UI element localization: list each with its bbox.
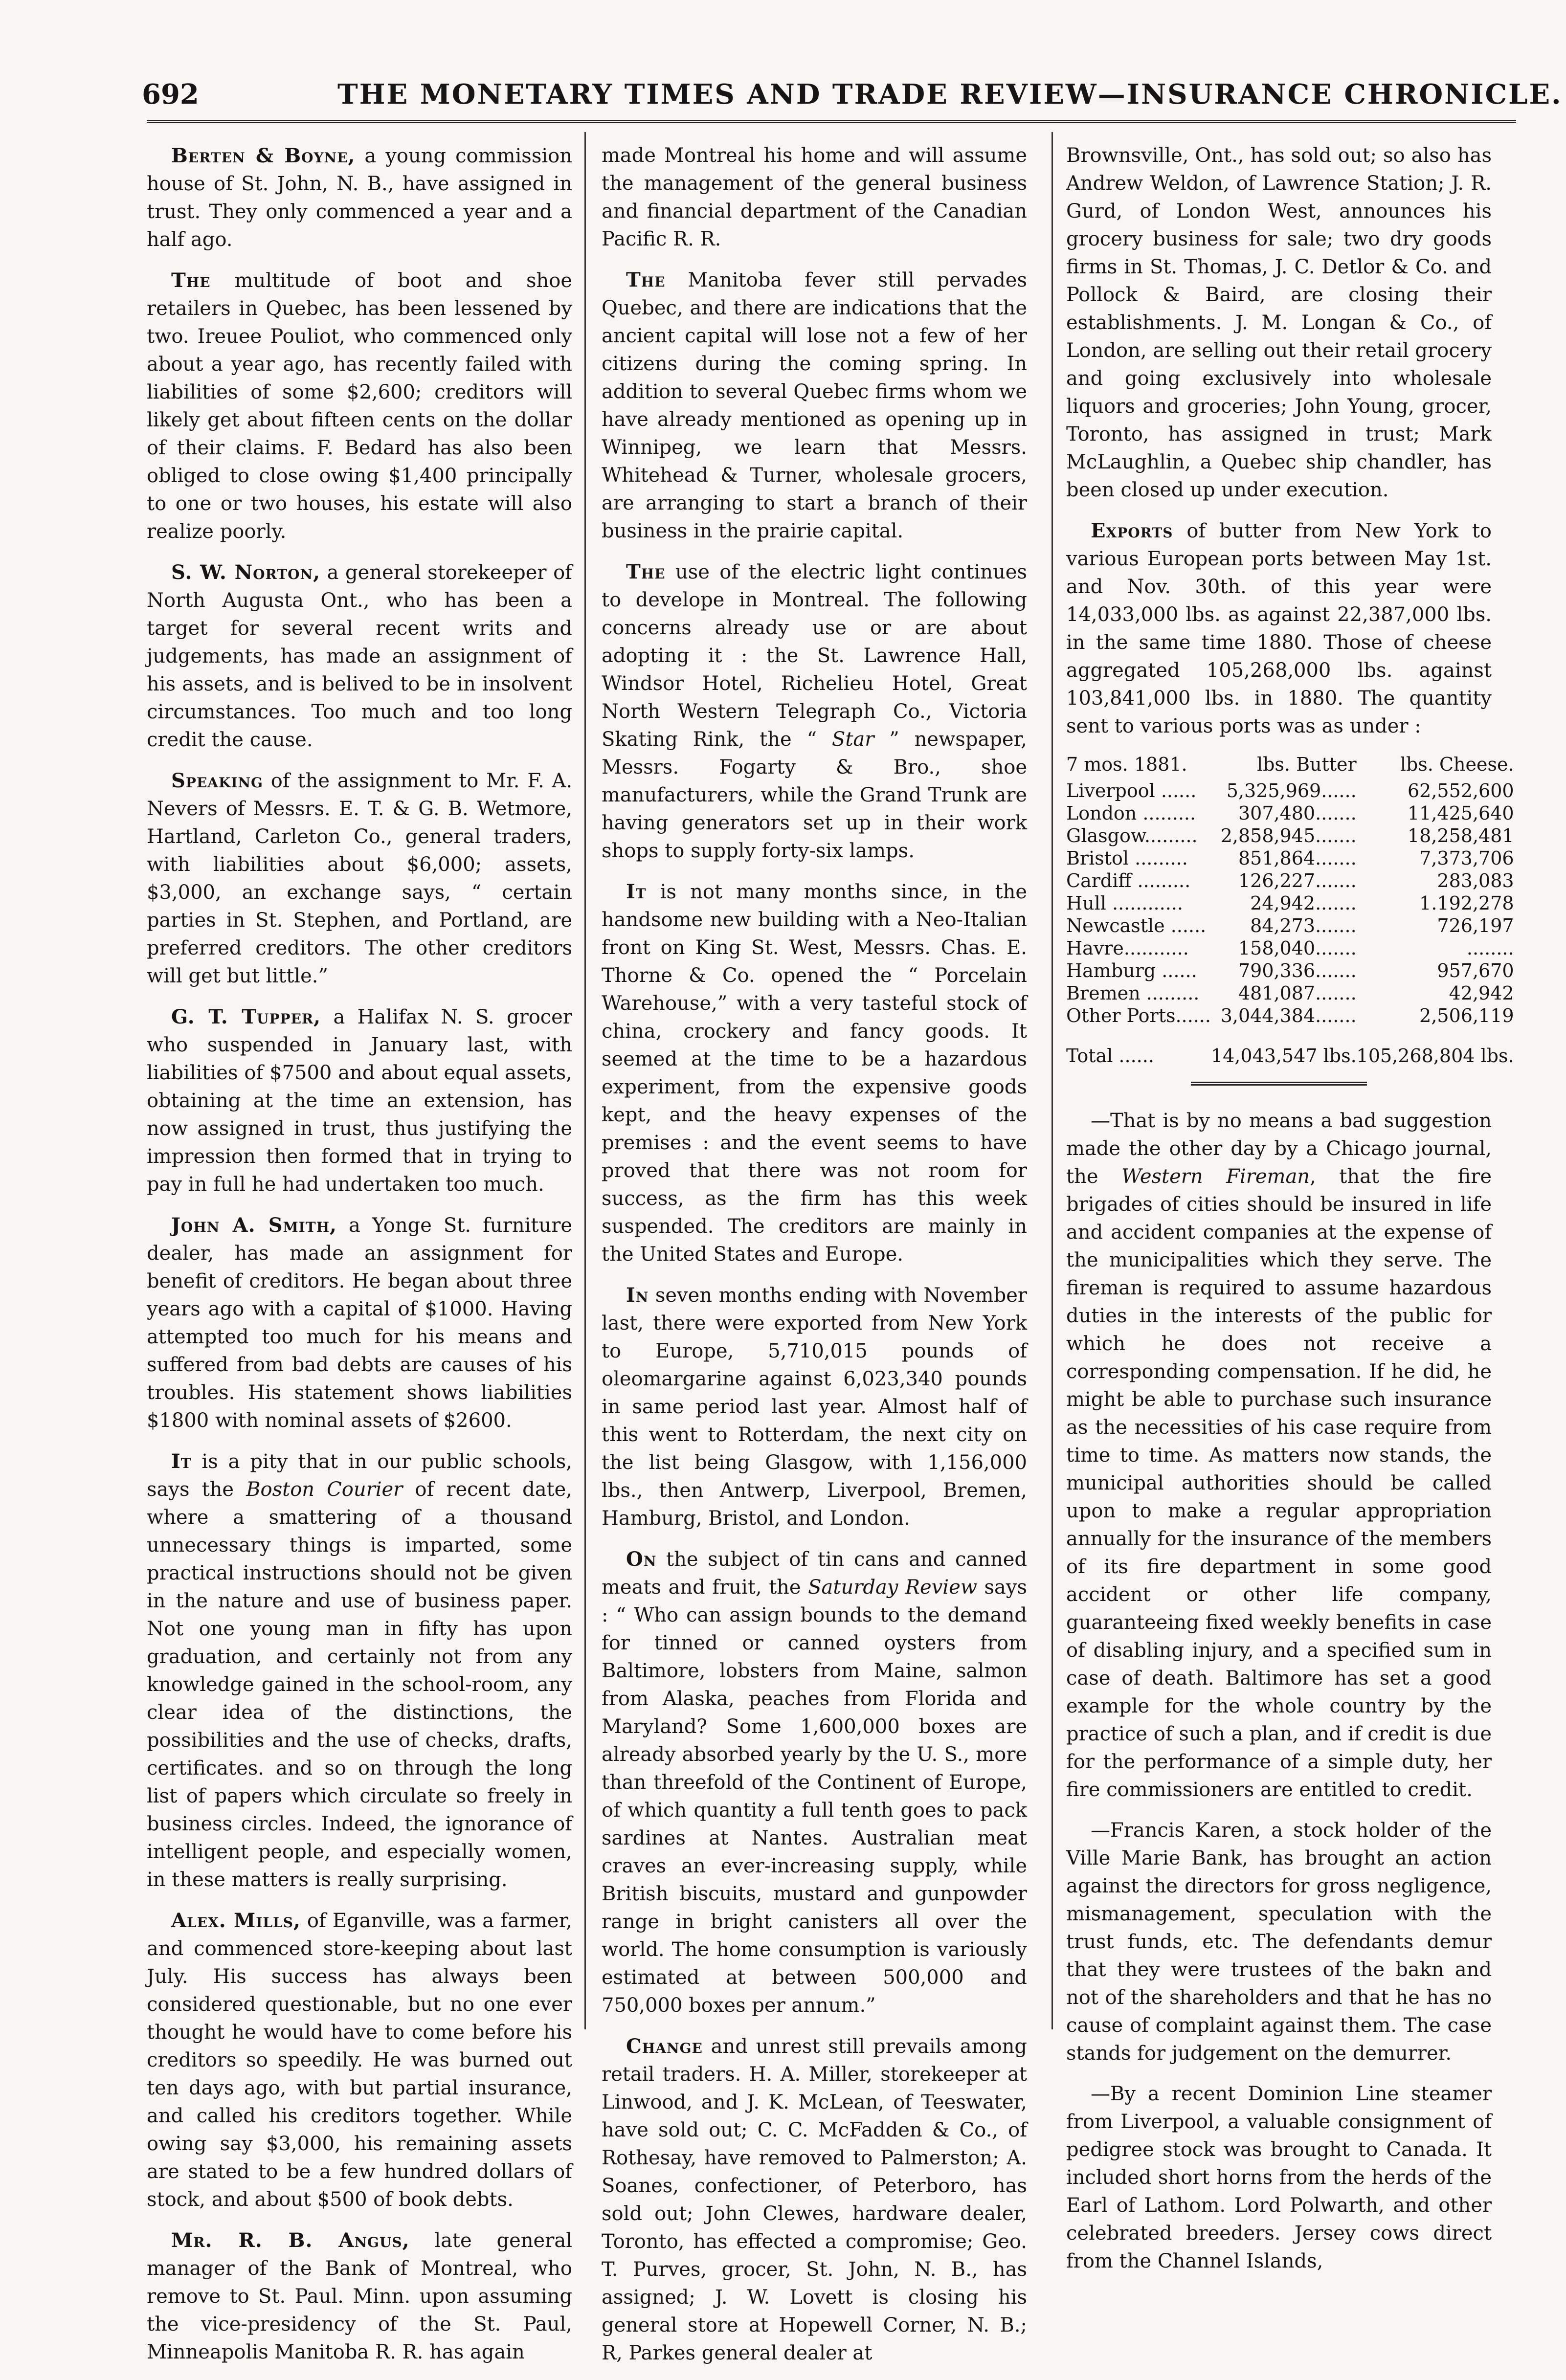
table-row bbox=[1066, 982, 1514, 1004]
column-rule-right bbox=[1051, 132, 1053, 2029]
article-public-schools: It is a pity that in our public schools, says the Boston Courier of recent date, where a smattering of a thousand unnecessary things is imparted, some practical instructions should not be given in the nature and use of business paper. Not one young man in fifty has upon graduation, and certainly not from any knowledge gained in the school-room, any clear idea of the distinctions, the possibilities and the use of checks, drafts, certificates. and so on through the long list of papers which circulate so freely in business circles. Indeed, the ignorance of intelligent people, and especially women, in these matters is really surprising. bbox=[147, 1450, 572, 1891]
article-oleomargarine: In seven months ending with November last, there were exported from New York to Europe, 5,710,015 pounds of oleomargarine against 6,023,340 pounds in same period last year. Almost half of this went to Rotterdam, the next city on the list being Glasgow, with 1,156,000 lbs., then Antwerp, Liverpool, Bremen, Hamburg, Bristol, and London. bbox=[602, 1284, 1027, 1530]
cheese-cell: 11,425,640 bbox=[1407, 802, 1514, 824]
cheese-cell: 283,083 bbox=[1437, 870, 1514, 891]
port-cell: Other Ports...... bbox=[1066, 1005, 1211, 1026]
article-alex-mills: Alex. Mills, of Eganville, was a farmer, and commenced store-keeping about last July. His success has always been considered questionable, but no one ever thought he would have to come before his creditors so speedily. He was burned out ten days ago, with but partial insurance, and called his creditors together. While owing say $3,000, his remaining assets are stated to be a few hundred dollars of stock, and about $500 of book debts. bbox=[147, 1909, 573, 2211]
butter-cell: 84,273....... bbox=[1250, 915, 1357, 936]
butter-cell: 126,227....... bbox=[1238, 870, 1357, 891]
section-divider bbox=[1191, 1082, 1367, 1088]
butter-cell: 3,044,384....... bbox=[1220, 1005, 1357, 1026]
cheese-cell: 957,670 bbox=[1437, 960, 1514, 981]
exports-table-header: 7 mos. 1881. lbs. Butter lbs. Cheese. bbox=[1066, 754, 1514, 775]
article-retail-changes: Change and unrest still prevails among retail traders. H. A. Miller, storekeeper at Linwood, and J. K. McLean, of Teeswater, have sold out; C. C. McFadden & Co., of Rothesay, have removed to Palmerston; A. Soanes, confectioner, of Peterboro, has sold out; John Clewes, hardware dealer, Toronto, has effected a compromise; Geo. T. Purves, grocer, St. John, N. B., has assigned; J. W. Lovett is closing his general store at Hopewell Corner, N. B.; R, Parkes general dealer at bbox=[602, 2035, 1027, 2364]
article-pedigree-stock: —By a recent Dominion Line steamer from Liverpool, a valuable consignment of pedigree stock was brought to Canada. It included short horns from the herds of the Earl of Lathom. Lord Polwarth, and other celebrated breeders. Jersey cows direct from the Channel Islands, bbox=[1066, 2083, 1492, 2272]
article-electric-light: The use of the electric light continues to develope in Montreal. The following concerns already use or are about adopting it : the St. Lawrence Hall, Windsor Hotel, Richelieu Hotel, Great North Western Telegraph Co., Victoria Skating Rink, the “ Star ” newspaper, Messrs. Fogarty & Bro., shoe manufacturers, while the Grand Trunk are having generators set up in their work shops to supply forty-six lamps. bbox=[602, 560, 1027, 862]
butter-cell: 851,864....... bbox=[1238, 847, 1357, 869]
butter-cell: 24,942....... bbox=[1250, 892, 1357, 914]
article-tin-cans: On the subject of tin cans and canned meats and fruit, the Saturday Review says : “ Who can assign bounds to the demand for tinned or canned oysters from Baltimore, lobsters from Maine, salmon from Alaska, peaches from Florida and Maryland? Some 1,600,000 boxes are already absorbed yearly by the U. S., more than threefold of the Continent of Europe, of which quantity a full tenth goes to pack sardines at Nantes. Australian meat craves an ever-increasing supply, while British biscuits, mustard and gunpowder range in bright canisters all over the world. The home consumption is variously estimated at between 500,000 and 750,000 boxes per annum.” bbox=[602, 1548, 1028, 2017]
article-fire-insurance: —That is by no means a bad suggestion made the other day by a Chicago journal, the Western Fireman, that the fire brigades of cities should be insured in life and accident companies at the expense of the municipalities which they serve. The fireman is required to assume hazardous duties in the interests of the public for which he does not receive a corresponding compensation. If he did, he might be able to purchase such insurance as the necessities of his case require from time to time. As matters now stands, the municipal authorities should be called upon to make a regular appropriation annually for the insurance of the members of its fire department in some good accident or other life company, guaranteeing fixed weekly benefits in case of disabling injury, and a specified sum in case of death. Baltimore has set a good example for the whole country by the practice of such a plan, and if credit is due for the performance of a simple duty, her fire commissioners are entitled to credit. bbox=[1066, 1110, 1492, 1801]
cheese-cell: 2,506,119 bbox=[1419, 1005, 1514, 1026]
page-number: 692 bbox=[142, 78, 199, 111]
article-norton: S. W. Norton, a general storekeeper of North Augusta Ont., who has been a target for several recent writs and judgements, has made an assignment of his assets, and is belived to be in insolvent circumstances. Too much and too long credit the cause. bbox=[147, 561, 572, 751]
butter-cell: 790,336....... bbox=[1238, 960, 1357, 981]
cheese-cell: 18,258,481 bbox=[1407, 825, 1514, 846]
total-cheese: 105,268,804 lbs. bbox=[1356, 1045, 1514, 1067]
total-label: Total ...... bbox=[1066, 1045, 1154, 1067]
butter-cell: 2,858,945....... bbox=[1220, 825, 1357, 846]
butter-cell: 307,480....... bbox=[1238, 802, 1357, 824]
cheese-cell: 62,552,600 bbox=[1407, 780, 1514, 801]
table-row bbox=[1066, 824, 1514, 847]
butter-cell: 5,325,969...... bbox=[1226, 780, 1357, 801]
article-john-smith: John A. Smith, a Yonge St. furniture dealer, has made an assignment for benefit of creditors. He began about three years ago with a capital of $1000. Having attempted too much for his means and suffered from bad debts are causes of his troubles. His statement shows liabilities $1800 with nominal assets of $2600. bbox=[147, 1214, 573, 1432]
article-manitoba-fever: The Manitoba fever still pervades Quebec, and there are indications that the ancient capital will lose not a few of her citizens during the coming spring. In addition to several Quebec firms whom we have already mentioned as opening up in Winnipeg, we learn that Messrs. Whitehead & Turner, wholesale grocers, are arranging to start a branch of their business in the prairie capital. bbox=[602, 268, 1027, 542]
exports-table bbox=[1066, 753, 1514, 1067]
column-middle bbox=[602, 142, 1027, 2380]
page-header bbox=[142, 78, 1563, 117]
table-row bbox=[1066, 779, 1514, 802]
article-angus: Mr. R. B. Angus, late general manager of the Bank of Montreal, who remove to St. Paul. Minn. upon assuming the vice-presidency of the St. Paul, Minneapolis Manitoba R. R. has again bbox=[147, 2229, 572, 2363]
article-retail-changes-continued: Brownsville, Ont., has sold out; so also has Andrew Weldon, of Lawrence Station; J. R. Gurd, of London West, announces his grocery business for sale; two dry goods firms in St. Thomas, J. C. Detlor & Co. and Pollock & Baird, are closing their establishments. J. M. Longan & Co., of London, are selling out their retail grocery and going exclusively into wholesale liquors and groceries; John Young, grocer, Toronto, has assigned in trust; Mark McLaughlin, a Quebec ship chandler, has been closed up under execution. bbox=[1066, 144, 1492, 501]
port-cell: Cardiff ......... bbox=[1066, 870, 1191, 891]
table-row bbox=[1066, 937, 1514, 959]
butter-cell: 481,087....... bbox=[1238, 982, 1357, 1004]
butter-cell: 158,040....... bbox=[1238, 937, 1357, 959]
table-row bbox=[1066, 847, 1514, 869]
column-right bbox=[1066, 142, 1514, 2288]
table-row bbox=[1066, 869, 1514, 892]
header-rule bbox=[147, 120, 1516, 123]
table-row bbox=[1066, 802, 1514, 824]
port-cell: London ......... bbox=[1066, 802, 1196, 824]
article-porcelain-warehouse: It is not many months since, in the handsome new building with a Neo-Italian front on King St. West, Messrs. Chas. E. Thorne & Co. opened the “ Porcelain Warehouse,” with a very tasteful stock of china, crockery and fancy goods. It seemed at the time to be a hazardous experiment, from the expensive goods kept, and the heavy expenses of the premises : and the event seems to have proved that there was not room for success, as the firm has this week suspended. The creditors are mainly in the United States and Europe. bbox=[602, 880, 1027, 1266]
table-row bbox=[1066, 914, 1514, 937]
article-ville-marie-bank: —Francis Karen, a stock holder of the Ville Marie Bank, has brought an action against the directors for gross negligence, mismanagement, speculation with the trust funds, etc. The defendants demur that they were trustees of the bakn and not of the shareholders and that he has no cause of complaint against them. The case stands for judgement on the demurrer. bbox=[1066, 1819, 1492, 2065]
port-cell: Havre........... bbox=[1066, 937, 1189, 959]
article-angus-continued: made Montreal his home and will assume the management of the general business and financial department of the Canadian Pacific R. R. bbox=[602, 144, 1027, 250]
cheese-cell: 726,197 bbox=[1437, 915, 1514, 936]
table-row bbox=[1066, 892, 1514, 914]
cheese-cell: 1.192,278 bbox=[1419, 892, 1514, 914]
port-cell: Bremen ......... bbox=[1066, 982, 1200, 1004]
cheese-cell: 7,373,706 bbox=[1419, 847, 1514, 869]
table-row bbox=[1066, 1004, 1514, 1027]
port-cell: Hamburg ...... bbox=[1066, 960, 1197, 981]
port-cell: Hull ............ bbox=[1066, 892, 1183, 914]
port-cell: Glasgow......... bbox=[1066, 825, 1198, 846]
port-cell: Bristol ......... bbox=[1066, 847, 1188, 869]
article-boot-shoe-retailers: The multitude of boot and shoe retailers in Quebec, has been lessened by two. Ireuee Pouliot, who commenced only about a year ago, has recently failed with liabilities of some $2,600; creditors will likely get about fifteen cents on the dollar of their claims. F. Bedard has also been obliged to close owing $1,400 principally to one or two houses, his estate will also realize poorly. bbox=[147, 269, 572, 543]
article-wetmore-assignment: Speaking of the assignment to Mr. F. A. Nevers of Messrs. E. T. & G. B. Wetmore, Hartland, Carleton Co., general traders, with liabilities about $6,000; assets, $3,000, an exchange says, “ certain parties in St. Stephen, and Portland, are preferred creditors. The other creditors will get but little.” bbox=[147, 769, 572, 987]
article-berten-boyne: Berten & Boyne, a young commission house of St. John, N. B., have assigned in trust. They only commenced a year and a half ago. bbox=[147, 144, 572, 251]
total-row bbox=[1066, 1027, 1514, 1067]
column-rule-left bbox=[584, 132, 586, 2029]
cheese-cell: ........ bbox=[1466, 937, 1514, 959]
article-tupper: G. T. Tupper, a Halifax N. S. grocer who suspended in January last, with liabilities of $7500 and about equal assets, obtaining at the time an extension, has now assigned in trust, thus justifying the impression then formed that in trying to pay in full he had undertaken too much. bbox=[147, 1005, 572, 1196]
total-butter: 14,043,547 lbs. bbox=[1210, 1045, 1357, 1067]
article-butter-exports: Exports of butter from New York to various European ports between May 1st. and Nov. 30th. of this year were 14,033,000 lbs. as against 22,387,000 lbs. in the same time 1880. Those of cheese aggregated 105,268,000 lbs. against 103,841,000 lbs. in 1880. The quantity sent to various ports was as under : bbox=[1066, 519, 1492, 737]
cheese-cell: 42,942 bbox=[1449, 982, 1514, 1004]
port-cell: Newcastle ...... bbox=[1066, 915, 1207, 936]
table-row bbox=[1066, 959, 1514, 982]
port-cell: Liverpool ...... bbox=[1066, 780, 1197, 801]
exports-table-body bbox=[1066, 779, 1514, 1067]
running-title: THE MONETARY TIMES AND TRADE REVIEW—INSURANCE CHRONICLE. bbox=[337, 78, 1563, 111]
column-left bbox=[147, 142, 572, 2379]
